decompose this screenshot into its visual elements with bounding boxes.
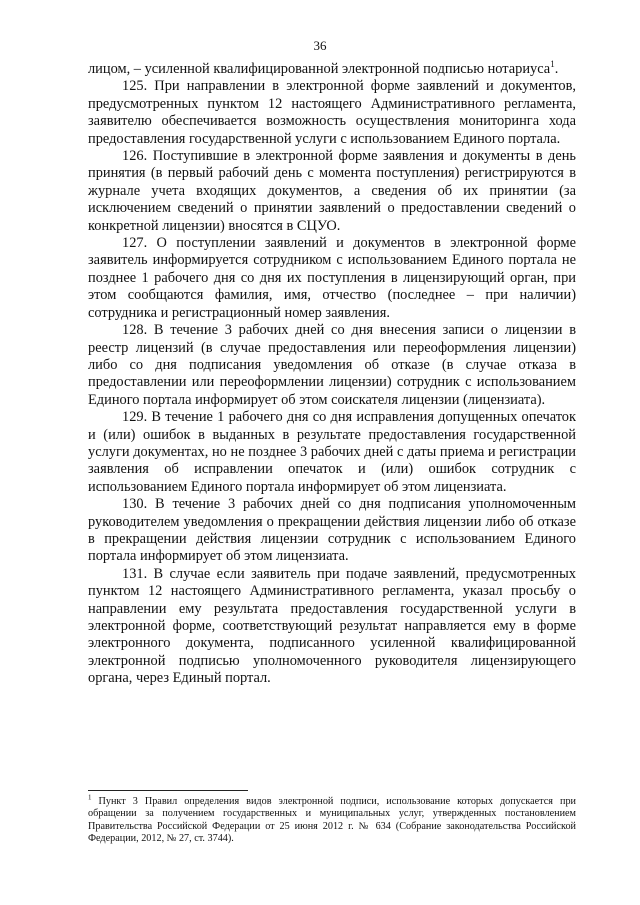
paragraph-129: 129. В течение 1 рабочего дня со дня исправления допущенных опечаток и (или) ошибок в выданных в результате предоставления государственной услуги документах, но не позднее 3 рабочих дней с даты приема и регистрации заявления об исправлении опечаток и (или) ошибок сотрудник с использованием Единого портала информирует об этом лицензиата.	[88, 409, 576, 495]
paragraph-128: 128. В течение 3 рабочих дней со дня внесения записи о лицензии в реестр лицензий (в случае предоставления или переоформления лицензии) либо со дня подписания уведомления об отказе (в случае отказа в предоставлении или переоформлении лицензии) сотрудник с использованием Единого портала информирует об этом соискателя лицензии (лицензиата).	[88, 322, 576, 408]
footnote-reference: 1	[550, 59, 555, 70]
footnote	[88, 793, 576, 846]
paragraph-127: 127. О поступлении заявлений и документов в электронной форме заявитель информируется сотрудником с использованием Единого портала не позднее 1 рабочего дня со дня их поступления в лицензирующий орган, при этом сообщаются фамилия, имя, отчество (последнее – при наличии) сотрудника и регистрационный номер заявления.	[88, 235, 576, 321]
continuation-paragraph	[88, 61, 576, 78]
footnote-divider	[88, 790, 248, 791]
paragraph-125: 125. При направлении в электронной форме заявлений и документов, предусмотренных пунктом 12 настоящего Административного регламента, заявителю обеспечивается возможность осуществления мониторинга хода предоставления государственной услуги с использованием Единого портала.	[88, 78, 576, 147]
continuation-end: .	[554, 61, 559, 77]
document-body	[88, 61, 576, 688]
footnote-text: Пункт 3 Правил определения видов электронной подписи, использование которых допускается при обращении за получением государственных и муниципальных услуг, утвержденных постановлением Правительства Российской Федерации от 25 июня 2012 г. № 634 (Собрание законодательства Российской Федерации, 2012, № 27, ст. 3744).	[88, 796, 576, 845]
page-number: 36	[313, 38, 327, 53]
paragraph-130: 130. В течение 3 рабочих дней со дня подписания уполномоченным руководителем уведомления о прекращении действия лицензии либо об отказе в прекращении действия лицензии сотрудник с использованием Единого портала информирует об этом лицензиата.	[88, 496, 576, 565]
paragraph-131: 131. В случае если заявитель при подаче заявлений, предусмотренных пунктом 12 настоящего Административного регламента, указал просьбу о направлении ему результата предоставления государственной услуги в электронной форме, соответствующий результат направляется ему в форме электронного документа, подписанного усиленной квалифицированной электронной подписью уполномоченного руководителя лицензирующего органа, через Единый портал.	[88, 565, 576, 687]
footnote-marker: 1	[88, 793, 92, 802]
continuation-text: лицом, – усиленной квалифицированной электронной подписью нотариуса	[88, 61, 551, 77]
paragraph-126: 126. Поступившие в электронной форме заявления и документы в день принятия (в первый рабочий день с момента поступления) регистрируются в журнале учета входящих документов, а сведения об их принятии (за исключением сведений о принятии заявлений о предоставлении сведений о конкретной лицензии) вносятся в СЦУО.	[88, 148, 576, 234]
